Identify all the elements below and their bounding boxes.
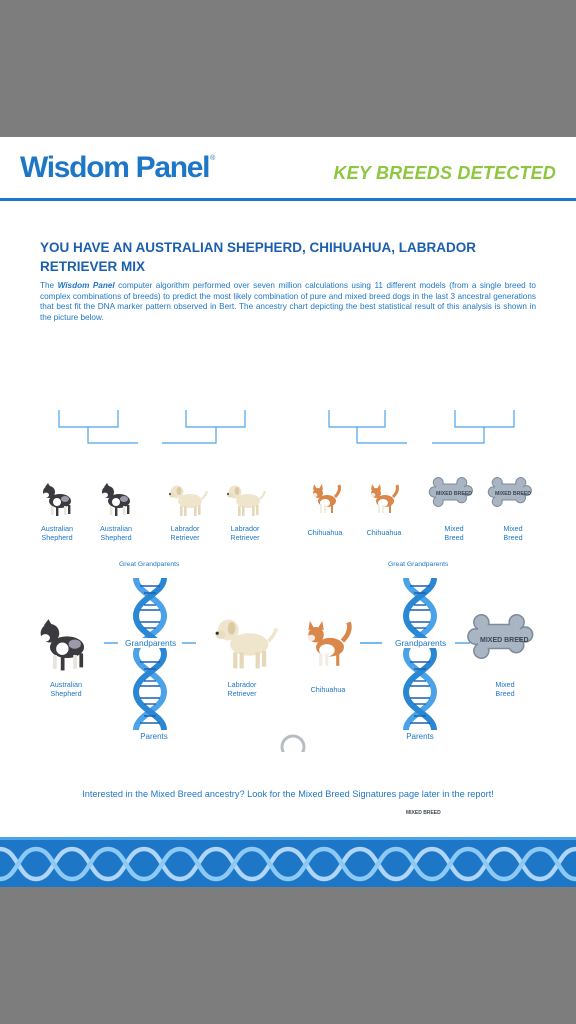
grandparents-label-left: Grandparents xyxy=(122,638,179,648)
dna-footer-banner xyxy=(0,837,576,887)
great-grandparents-label-right: Great Grandparents xyxy=(388,561,449,568)
parents-label-left: Parents xyxy=(140,732,168,741)
dog-name: Bert xyxy=(276,800,300,815)
intro-brand: Wisdom Panel xyxy=(57,281,115,290)
ggp-label-6: Chihuahua xyxy=(366,528,402,537)
gp-label-2: Labrador Retriever xyxy=(227,680,257,698)
registered-mark: ® xyxy=(210,155,215,162)
mixed-breed-tag-text-2: MIXED BREED xyxy=(495,491,532,497)
ggp-label-8: Mixed Breed xyxy=(503,524,523,542)
page-title: YOU HAVE AN AUSTRALIAN SHEPHERD, CHIHUAHUA, LABRADOR RETRIEVER MIX xyxy=(40,240,477,274)
gp-label-4: Mixed Breed xyxy=(495,680,515,698)
report-header xyxy=(0,137,576,201)
mixed-breed-tag-text-1: MIXED BREED xyxy=(436,491,473,497)
ggp-label-7: Mixed Breed xyxy=(444,524,464,542)
gp-label-1: Australian Shepherd xyxy=(50,680,82,698)
footer-helix-pattern xyxy=(0,837,576,887)
gp-label-3: Chihuahua xyxy=(310,685,346,694)
wisdom-panel-logo xyxy=(20,151,214,185)
great-grandparents-label-left: Great Grandparents xyxy=(119,561,180,568)
intro-prefix: The xyxy=(40,281,58,290)
header-divider xyxy=(0,198,576,201)
grandparents-label-right: Grandparents xyxy=(392,638,449,648)
mixed-breed-tag-text-4: MIXED BREED xyxy=(406,810,441,816)
mixed-breed-note: Interested in the Mixed Breed ancestry? Look for the Mixed Breed Signatures page later in the report! xyxy=(82,789,494,799)
ggp-label-1: Australian Shepherd xyxy=(41,524,73,542)
parents-label-right: Parents xyxy=(406,732,434,741)
intro-paragraph xyxy=(40,281,536,323)
ggp-label-3: Labrador Retriever xyxy=(170,524,200,542)
logo-text: Wisdom Panel xyxy=(20,151,210,184)
mixed-breed-tag-text-3: MIXED BREED xyxy=(480,637,529,644)
ggp-label-4: Labrador Retriever xyxy=(230,524,260,542)
intro-body: computer algorithm performed over seven million calculations using 11 different models (from a single breed to complex combinations of breeds) to predict the most likely combination of pure and mixed breed dogs in the last 3 ancestral generations that best fit the DNA marker pattern observed in Bert. The ancestry chart depicting the best statistical result of this analysis is shown in the picture below. xyxy=(40,281,536,322)
report-page xyxy=(0,137,576,887)
key-breeds-heading: KEY BREEDS DETECTED xyxy=(333,163,556,183)
ggp-label-2: Australian Shepherd xyxy=(100,524,132,542)
ggp-label-5: Chihuahua xyxy=(307,528,343,537)
